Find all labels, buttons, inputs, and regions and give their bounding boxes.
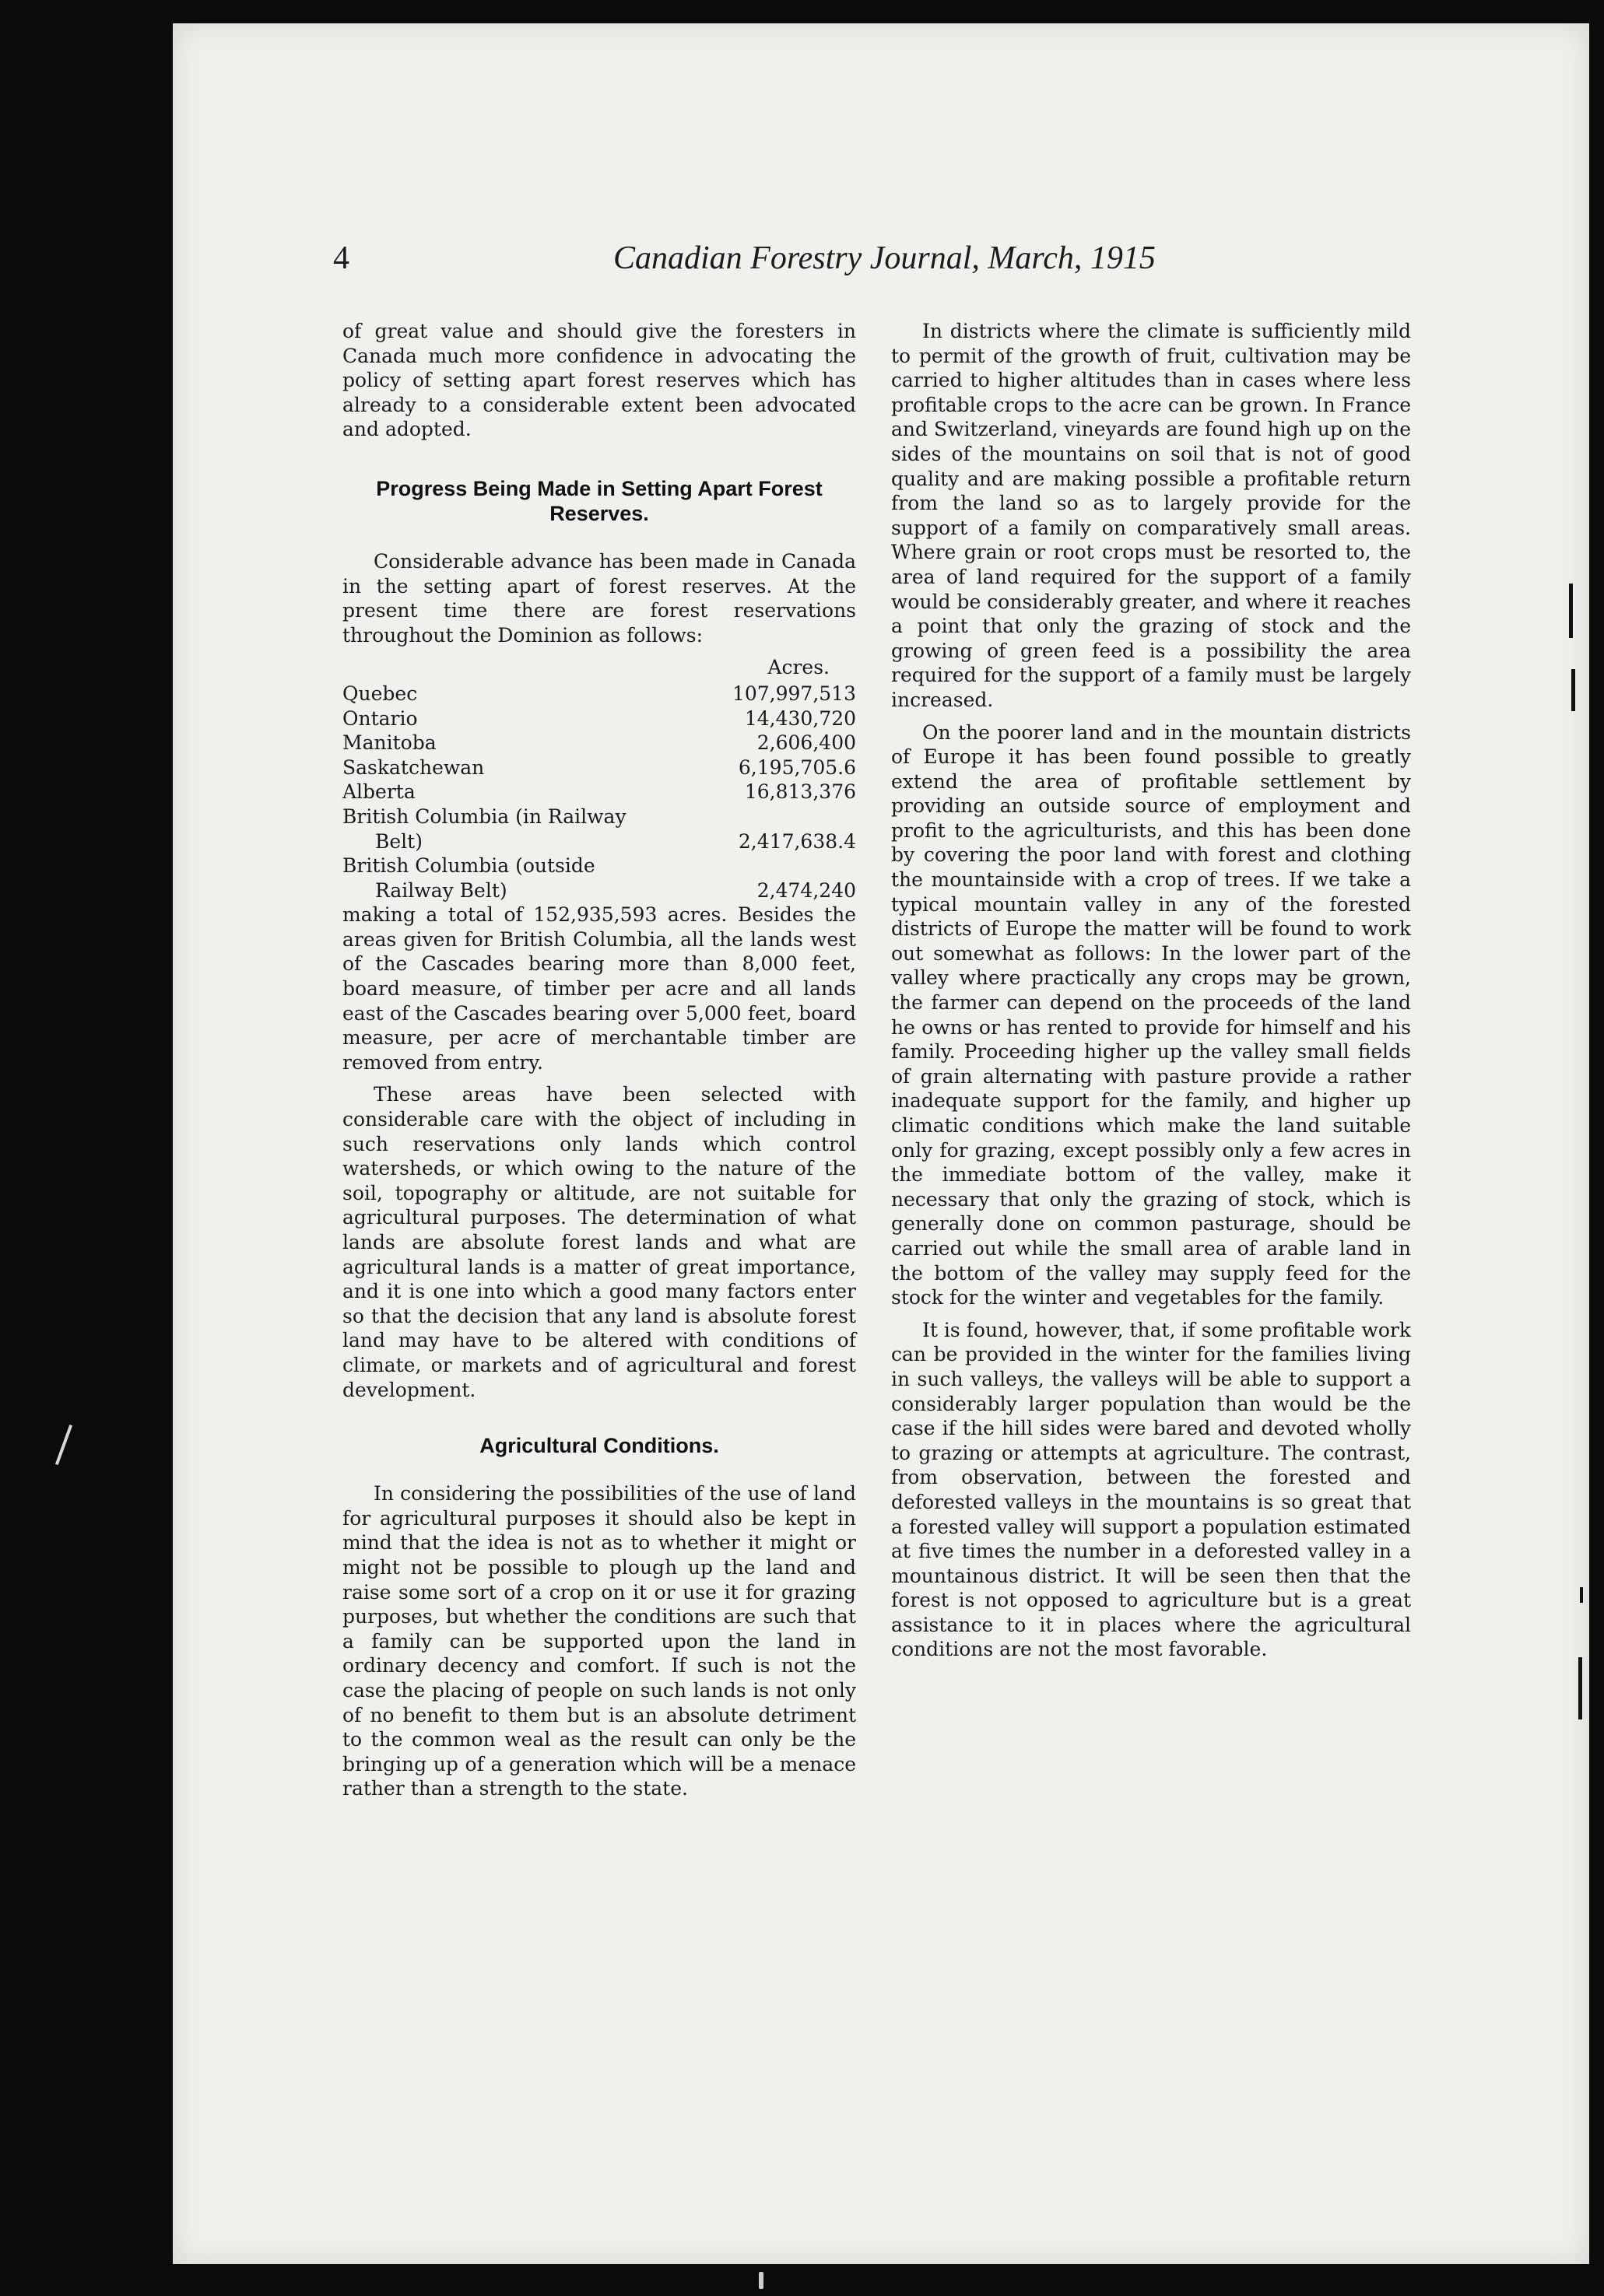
province-name-cont: Belt) xyxy=(375,829,423,853)
page-number: 4 xyxy=(333,240,349,276)
right-column xyxy=(891,319,1411,1670)
left-column xyxy=(342,319,856,1809)
agricultural-paragraph: In considering the possibilities of the use of land for agricultural purposes it should also be kept in mind that the idea is not as to whether it might or might not be possible to plough up the land and raise some sort of a crop on it or use it for grazing purposes, but whether the conditions are such that a family can be supported upon the land in ordinary decency and comfort. If such is not the case the placing of people on such lands is not only of no benefit to them but is an absolute detriment to the common weal as the result can only be the bringing up of a generation which will be a menace rather than a strength to the state. xyxy=(342,1482,856,1800)
reserves-total-paragraph: making a total of 152,935,593 acres. Besides the areas given for British Columbia, all the lands west of the Cascades bearing more than 8,000 feet, board measure, of timber per acre and all lands east of the Cascades bearing over 5,000 feet, board measure, per acre of merchantable timber are removed from entry. xyxy=(342,903,856,1074)
province-name: British Columbia (outside xyxy=(342,854,595,878)
province-name-cont: Railway Belt) xyxy=(375,878,507,902)
table-row xyxy=(342,731,856,755)
province-acres: 2,606,400 xyxy=(756,731,856,755)
table-row xyxy=(342,804,856,854)
province-name: Quebec xyxy=(342,682,418,705)
reserves-intro-paragraph: Considerable advance has been made in Canada in the setting apart of forest reserves. At the present time there are forest reservations throughout the Dominion as follows: xyxy=(342,549,856,647)
province-name: Saskatchewan xyxy=(342,755,485,779)
province-acres: 2,417,638.4 xyxy=(738,829,856,853)
running-head xyxy=(333,240,1189,286)
province-acres: 107,997,513 xyxy=(732,682,856,705)
scan-dust-bottom xyxy=(759,2272,763,2289)
table-unit-header: Acres. xyxy=(767,656,830,679)
section-heading-forest-reserves: Progress Being Made in Setting Apart Forest Reserves. xyxy=(376,476,823,525)
scan-mark-right-2 xyxy=(1571,669,1575,711)
journal-title: Canadian Forestry Journal, March, 1915 xyxy=(613,240,1156,276)
province-acres: 16,813,376 xyxy=(744,780,856,804)
climate-paragraph: In districts where the climate is sufficiently mild to permit of the growth of fruit, cultivation may be carried to higher altitudes than in cases where less profitable crops to the acre can be grown. In France and Switzerland, vineyards are found high up on the sides of the mountains on soil that is not of good quality and are making possible a profitable return from the land so as to largely provide for the support of a family on comparatively small areas. Where grain or root crops must be resorted to, the area of land required for the support of a family would be considerably greater, and where it reaches a point that only the grazing of stock and the growing of green feed is a possibility the area required for the support of a family must be largely increased. xyxy=(891,320,1411,711)
section-heading-agricultural-conditions: Agricultural Conditions. xyxy=(479,1434,719,1458)
scan-mark-right-1 xyxy=(1569,584,1573,638)
intro-paragraph: of great value and should give the foresters in Canada much more confidence in advocating the policy of setting apart forest reserves which has already to a considerable extent been advocated and adopted. xyxy=(342,320,856,441)
table-row xyxy=(342,682,856,706)
table-row xyxy=(342,780,856,804)
table-row xyxy=(342,755,856,780)
province-acres: 6,195,705.6 xyxy=(738,755,856,779)
province-acres: 2,474,240 xyxy=(756,878,856,902)
province-acres: 14,430,720 xyxy=(744,706,856,730)
scan-mark-left xyxy=(55,1425,72,1465)
province-name: Ontario xyxy=(342,706,418,730)
table-row xyxy=(342,706,856,731)
province-name: British Columbia (in Railway xyxy=(342,804,627,828)
scan-mark-right-4 xyxy=(1580,1587,1583,1603)
table-row xyxy=(342,854,856,903)
europe-mountain-paragraph: On the poorer land and in the mountain districts of Europe it has been found possible to greatly extend the area of profitable settlement by providing an outside source of employment and profit to the agriculturists, and this has been done by covering the poor land with forest and clothing the mountainside with a crop of trees. If we take a typical mountain valley in any of the forested districts of Europe the matter will be found to work out somewhat as follows: In the lower part of the valley where practically any crops may be grown, the farmer can depend on the proceeds of the land he owns or has rented to provide for himself and his family. Proceeding higher up the valley small fields of grain alternating with pasture provide a rather inadequate support for the family, and higher up climatic conditions which make the land suitable only for grazing, except possibly only a few acres in the immediate bottom of the valley, make it necessary that only the grazing of stock, which is generally done on common pasturage, should be carried out while the small area of arable land in the bottom of the valley may supply feed for the stock for the winter and vegetables for the family. xyxy=(891,720,1411,1309)
reserves-selection-paragraph: These areas have been selected with considerable care with the object of including in such reservations only lands which control watersheds, or which owing to the nature of the soil, topography or altitude, are not suitable for agricultural purposes. The determination of what lands are absolute forest lands and what are agricultural lands is a matter of great importance, and it is one into which a good many factors enter so that the decision that any land is absolute forest land may have to be altered with conditions of climate, or markets and of agricultural and forest development. xyxy=(342,1083,856,1401)
forest-reserves-table xyxy=(342,655,856,903)
province-name: Alberta xyxy=(342,780,416,804)
forested-valley-paragraph: It is found, however, that, if some profitable work can be provided in the winter for the families living in such valleys, the valleys will be able to support a considerably larger population than would be the case if the hill sides were bared and devoted wholly to grazing or attempts at agriculture. The contrast, from observation, between the forested and deforested valleys in the mountains is so great that a forested valley will support a population estimated at five times the number in a deforested valley in a mountainous district. It will be seen then that the forest is not opposed to agriculture but is a great assistance to it in places where the agricultural conditions are not the most favorable. xyxy=(891,1318,1411,1661)
province-name: Manitoba xyxy=(342,731,437,755)
scan-mark-right-3 xyxy=(1578,1657,1582,1719)
